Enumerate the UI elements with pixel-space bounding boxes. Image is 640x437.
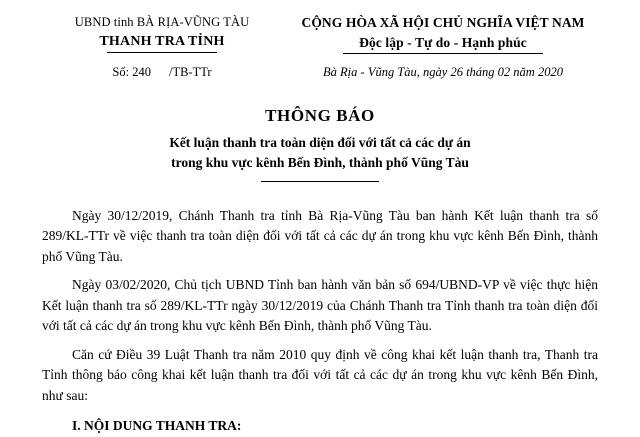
national-motto: Độc lập - Tự do - Hạnh phúc (359, 35, 527, 51)
title-divider (261, 181, 379, 182)
document-header (42, 14, 598, 54)
document-number-suffix: /TB-TTr (168, 65, 212, 80)
document-subtitle-line1: Kết luận thanh tra toàn diện đối với tất cả các dự án (169, 135, 471, 151)
organization-unit: THANH TRA TỈNH (99, 33, 225, 49)
national-heading-block (288, 14, 598, 54)
place-and-date: Bà Rịa - Vũng Tàu, ngày 26 tháng 02 năm 2020 (323, 65, 563, 80)
document-body (42, 206, 598, 437)
header-left-divider (107, 52, 217, 53)
title-block (42, 106, 598, 182)
body-paragraph-3: Căn cứ Điều 39 Luật Thanh tra năm 2010 quy định về công khai kết luận thanh tra, Thanh tra Tỉnh thông báo công khai kết luận thanh tra đối với tất cả các dự án trong khu vực kênh Bến Đình, như sau: (42, 346, 598, 403)
document-subheader (42, 65, 598, 80)
body-paragraph-2: Ngày 03/02/2020, Chủ tịch UBND Tỉnh ban hành văn bản số 694/UBND-VP về việc thực hiện Kết luận thanh tra số 289/KL-TTr ngày 30/12/2019 của Chánh Thanh tra Tỉnh thanh tra toàn diện đối với tất cả các dự án trong khu vực kênh Bến Đình, thành phố Vũng Tàu. (42, 277, 598, 334)
organization-name: UBND tỉnh BÀ RỊA-VŨNG TÀU (74, 15, 250, 29)
country-name: CỘNG HÒA XÃ HỘI CHỦ NGHĨA VIỆT NAM (301, 15, 585, 30)
header-right-divider (343, 53, 543, 54)
document-number: Số: 240 (112, 65, 151, 80)
section-heading-1: I. NỘI DUNG THANH TRA: (72, 418, 242, 434)
issuing-authority-block (42, 14, 276, 53)
body-paragraph-1: Ngày 30/12/2019, Chánh Thanh tra tỉnh Bà Rịa-Vũng Tàu ban hành Kết luận thanh tra số 289/KL-TTr về việc thanh tra toàn diện đối với tất cả các dự án trong khu vực kênh Bến Đình, thành phố Vũng Tàu. (42, 207, 598, 264)
document-number-block (42, 65, 276, 80)
document-title: THÔNG BÁO (265, 106, 375, 126)
document-subtitle-line2: trong khu vực kênh Bến Đình, thành phố Vũng Tàu (171, 155, 469, 171)
